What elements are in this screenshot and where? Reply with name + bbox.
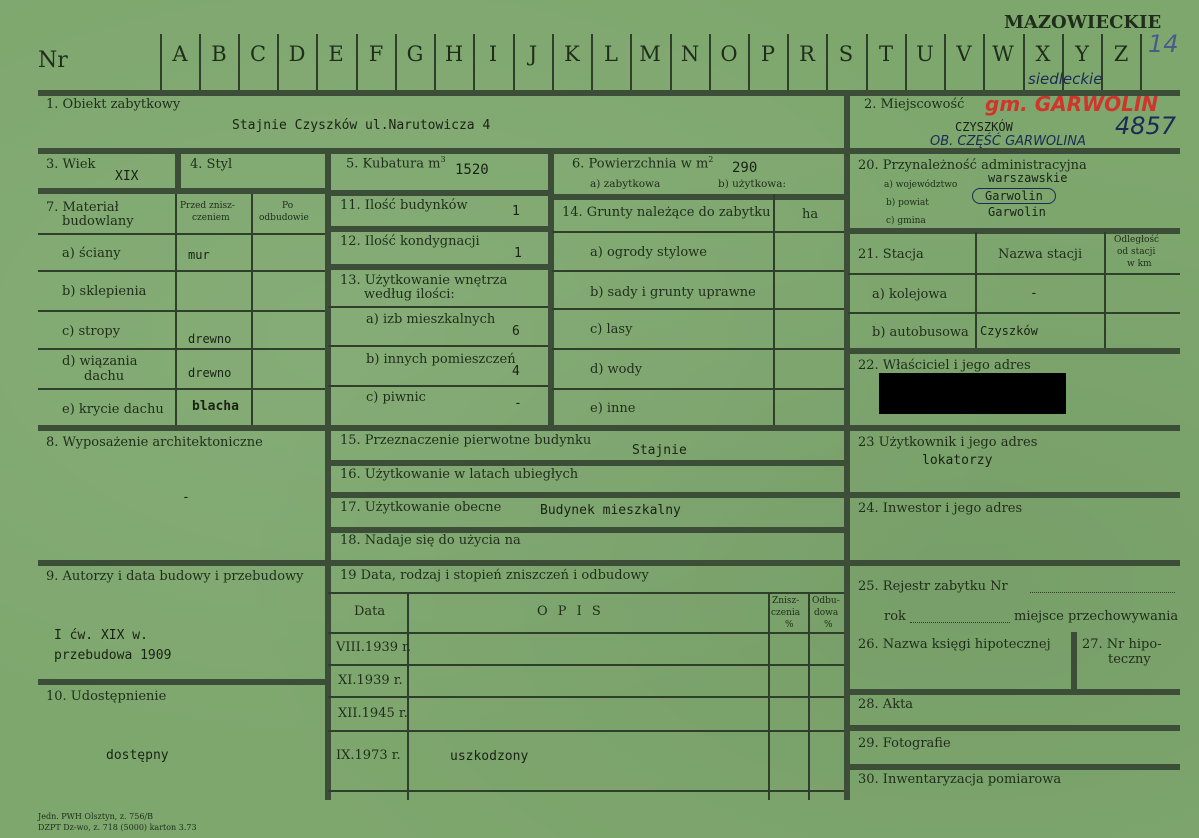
field-15-value: Stajnie	[632, 443, 687, 458]
field-20-label: 20. Przynależność administracyjna	[858, 158, 1087, 173]
field-19-col-rebuild-3: %	[824, 620, 833, 630]
letter-cell-s: S	[838, 42, 854, 66]
field-10-value: dostępny	[106, 748, 169, 763]
field-20b-value: Garwolin	[972, 188, 1056, 204]
letter-cell-z: Z	[1113, 42, 1129, 66]
field-9-line2: przebudowa 1909	[54, 648, 172, 663]
field-22-label: 22. Właściciel i jego adres	[858, 358, 1031, 373]
field-19-col-date: Data	[354, 604, 386, 619]
field-28-label: 28. Akta	[858, 697, 914, 712]
field-27-label-line1: 27. Nr hipo-	[1082, 637, 1162, 652]
field-21a-label: a) kolejowa	[872, 287, 948, 302]
letter-cell-e: E	[328, 42, 344, 66]
field-9-label: 9. Autorzy i data budowy i przebudowy	[46, 569, 304, 584]
field-7e-value: blacha	[192, 399, 239, 414]
field-19-label: 19 Data, rodzaj i stopień zniszczeń i odbudowy	[340, 568, 649, 583]
field-6-value: 290	[732, 160, 758, 176]
letter-cell-t: T	[878, 42, 893, 66]
field-6-label	[572, 155, 713, 171]
field-20a-label: a) województwo	[884, 180, 958, 190]
field-13a-value: 6	[512, 324, 520, 339]
letter-cell-d: D	[288, 42, 306, 66]
field-13b-label: b) innych pomieszczeń	[366, 352, 516, 367]
field-7c-label: c) stropy	[62, 324, 121, 339]
field-5-label	[346, 155, 446, 171]
field-20c-value: Garwolin	[988, 205, 1046, 219]
field-4-label: 4. Styl	[190, 157, 233, 172]
field-1-value: Stajnie Czyszków ul.Narutowicza 4	[232, 118, 491, 133]
field-13a-label: a) izb mieszkalnych	[366, 312, 496, 327]
printer-footer-line2: DZPT Dz-wo, z. 718 (5000) karton 3.73	[38, 823, 197, 832]
letter-cell-p: P	[760, 42, 776, 66]
letter-cell-h: H	[444, 42, 464, 66]
field-7c-value: drewno	[188, 332, 232, 346]
field-26-label: 26. Nazwa księgi hipotecznej	[858, 637, 1051, 652]
field-7-label-line2: budowlany	[62, 214, 134, 229]
field-6-unit-exp: 2	[708, 155, 714, 164]
field-25-rok: rok	[884, 609, 906, 624]
field-7d-label-line2: dachu	[84, 369, 125, 384]
field-21-label: 21. Stacja	[858, 247, 924, 262]
field-20c-label: c) gmina	[886, 216, 926, 226]
field-8-value: -	[182, 490, 190, 505]
letter-cell-n: N	[680, 42, 700, 66]
letter-cell-g: G	[406, 42, 424, 66]
field-6a-label: a) zabytkowa	[590, 178, 661, 190]
letter-cell-x: X	[1035, 42, 1051, 66]
field-21b-value: Czyszków	[980, 324, 1038, 338]
field-19-row-3-date: XII.1945 r.	[338, 706, 408, 721]
letter-cell-i: I	[488, 42, 498, 66]
letter-cell-r: R	[799, 42, 815, 66]
field-7d-label-line1: d) wiązania	[62, 354, 138, 369]
field-8-label: 8. Wyposażenie architektoniczne	[46, 435, 263, 450]
field-12-value: 1	[514, 246, 522, 261]
field-21b-label: b) autobusowa	[872, 325, 969, 340]
field-14e-label: e) inne	[590, 401, 636, 416]
field-5-value: 1520	[455, 162, 489, 178]
field-20b-label: b) powiat	[886, 198, 929, 208]
field-3-value: XIX	[115, 169, 139, 184]
field-24-label: 24. Inwestor i jego adres	[858, 501, 1023, 516]
field-13c-label: c) piwnic	[366, 390, 426, 405]
field-23-label: 23 Użytkownik i jego adres	[858, 435, 1038, 450]
field-7-label-line1: 7. Materiał	[46, 200, 119, 215]
letter-cell-y: Y	[1075, 42, 1089, 66]
field-9-line1: I ćw. XIX w.	[54, 628, 148, 643]
field-7b-label: b) sklepienia	[62, 284, 147, 299]
field-2-handwritten-commune: gm. GARWOLIN	[985, 92, 1158, 116]
field-13c-value: -	[514, 396, 522, 411]
field-19-row-4-date: IX.1973 r.	[336, 748, 401, 763]
field-10-label: 10. Udostępnienie	[46, 689, 167, 704]
field-2-value: CZYSZKÓW	[955, 120, 1013, 134]
letter-cell-w: W	[992, 42, 1014, 66]
field-14a-label: a) ogrody stylowe	[590, 245, 707, 260]
field-19-col-destr-1: Znisz-	[772, 596, 800, 606]
field-19-col-rebuild-2: dowa	[814, 608, 839, 618]
letter-cell-c: C	[249, 42, 267, 66]
letter-cell-b: B	[211, 42, 227, 66]
field-21-col-dist-1: Odległość	[1114, 235, 1160, 245]
field-16-label: 16. Użytkowanie w latach ubiegłych	[340, 467, 579, 482]
field-7-col-before-2: czeniem	[192, 213, 230, 223]
field-7a-label: a) ściany	[62, 246, 121, 261]
field-13-label-line1: 13. Użytkowanie wnętrza	[340, 273, 508, 288]
letter-cell-l: L	[604, 42, 618, 66]
field-7a-value: mur	[188, 248, 210, 262]
field-20a-value: warszawskie	[988, 171, 1068, 185]
field-6-label-text: 6. Powierzchnia w m	[572, 156, 709, 172]
field-11-value: 1	[512, 204, 520, 219]
field-17-label: 17. Użytkowanie obecne	[340, 500, 502, 515]
field-21a-value: -	[1030, 286, 1038, 301]
field-30-label: 30. Inwentaryzacja pomiarowa	[858, 772, 1062, 787]
letter-cell-j: J	[528, 42, 538, 66]
field-7d-value: drewno	[188, 366, 232, 380]
letter-cell-k: K	[564, 42, 580, 66]
field-25-label: 25. Rejestr zabytku Nr	[858, 579, 1008, 594]
field-14c-label: c) lasy	[590, 322, 633, 337]
field-19-col-rebuild-1: Odbu-	[812, 596, 840, 606]
field-25-dotted-line	[1030, 592, 1175, 593]
field-15-label: 15. Przeznaczenie pierwotne budynku	[340, 433, 592, 448]
field-27-label-line2: teczny	[1108, 652, 1151, 667]
field-7-col-after-1: Po	[282, 201, 294, 211]
field-12-label: 12. Ilość kondygnacji	[340, 234, 480, 249]
field-21-col-dist-2: od stacji	[1117, 247, 1156, 257]
letter-cell-a: A	[172, 42, 188, 66]
nr-label: Nr	[38, 48, 68, 73]
field-19-row-2-date: XI.1939 r.	[338, 673, 403, 688]
field-21-col-name: Nazwa stacji	[998, 247, 1083, 262]
field-19-col-destr-2: czenia	[771, 608, 801, 618]
field-2-handwritten-number: 4857	[1115, 112, 1177, 140]
field-18-label: 18. Nadaje się do użycia na	[340, 533, 521, 548]
field-13-label-line2: według ilości:	[364, 287, 455, 302]
field-14-unit: ha	[802, 207, 819, 222]
printer-footer-line1: Jedn. PWH Olsztyn, z. 756/B	[38, 812, 153, 821]
field-7-col-after-2: odbudowie	[259, 213, 309, 223]
field-23-value: lokatorzy	[922, 453, 993, 468]
field-14b-label: b) sady i grunty uprawne	[590, 285, 756, 300]
redaction-box	[879, 373, 1066, 414]
field-6b-label: b) użytkowa:	[718, 178, 787, 190]
field-19-row-1-date: VIII.1939 r.	[336, 640, 412, 655]
field-2-label: 2. Miejscowość	[864, 97, 965, 112]
field-1-label: 1. Obiekt zabytkowy	[46, 97, 181, 112]
field-5-label-text: 5. Kubatura m	[346, 156, 441, 172]
field-13b-value: 4	[512, 364, 520, 379]
field-19-row-4-desc: uszkodzony	[450, 749, 529, 764]
region-heading: MAZOWIECKIE	[1004, 12, 1162, 33]
field-11-label: 11. Ilość budynków	[340, 198, 468, 213]
field-2-handwritten-note: OB. CZĘŚĆ GARWOLINA	[930, 134, 1086, 149]
letter-cell-m: M	[639, 42, 661, 66]
field-29-label: 29. Fotografie	[858, 736, 951, 751]
field-7-col-before-1: Przed znisz-	[180, 201, 235, 211]
letter-cell-v: V	[956, 42, 972, 66]
handwritten-card-number: 14	[1148, 30, 1179, 58]
field-25-rok-dotted-line	[910, 622, 1010, 623]
field-25-place: miejsce przechowywania	[1014, 609, 1179, 624]
field-7e-label: e) krycie dachu	[62, 402, 164, 417]
field-14-label: 14. Grunty należące do zabytku	[562, 205, 771, 220]
letter-cell-f: F	[368, 42, 384, 66]
field-17-value: Budynek mieszkalny	[540, 503, 681, 518]
field-14d-label: d) wody	[590, 362, 643, 377]
handwritten-voivodeship-note: siedleckie	[1028, 70, 1103, 88]
letter-cell-o: O	[720, 42, 738, 66]
letter-cell-u: U	[916, 42, 934, 66]
field-19-col-destr-3: %	[785, 620, 794, 630]
field-3-label: 3. Wiek	[46, 157, 96, 172]
field-5-unit-exp: 3	[440, 155, 446, 164]
field-21-col-dist-3: w km	[1127, 259, 1152, 269]
field-19-col-desc: O P I S	[537, 604, 604, 619]
